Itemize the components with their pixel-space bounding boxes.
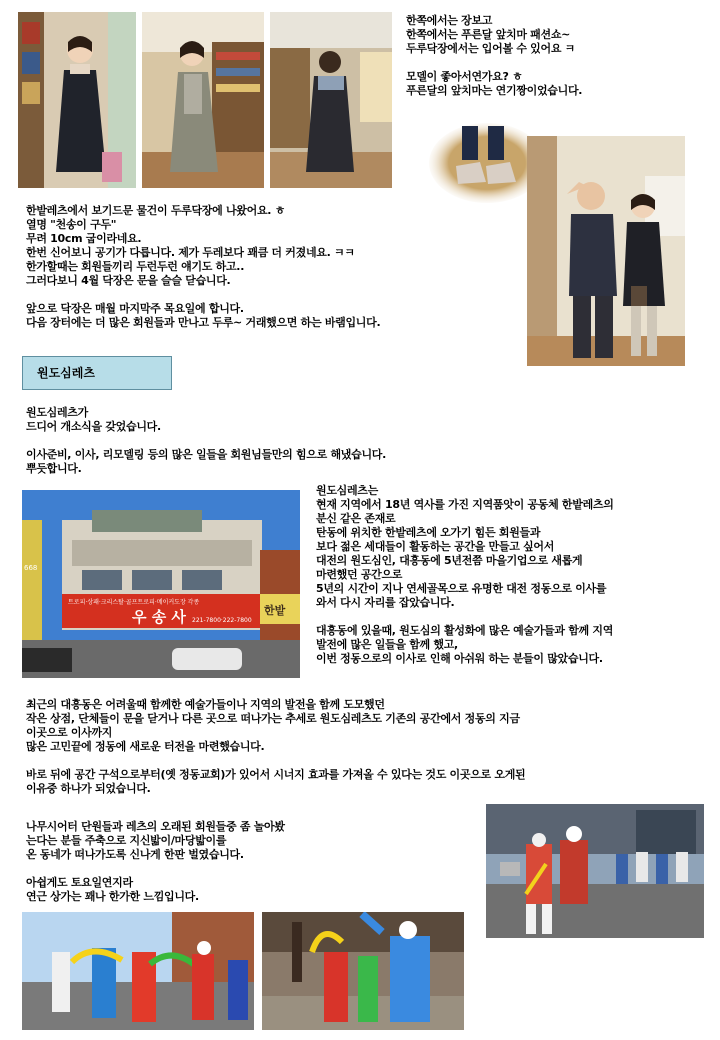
photo-street-parade-drummers	[486, 804, 704, 938]
intro-line: 푸른달의 앞치마는 연기짱이었습니다.	[406, 84, 583, 97]
history-line: 5년의 시간이 지나 연세골목으로 유명한 대전 정동으로 이사를	[316, 582, 607, 595]
history-line: 탄동에 위치한 한밭레츠에 오가기 힘든 회원들과	[316, 526, 541, 539]
move-line: 많은 고민끝에 정동에 새로운 터전을 마련했습니다.	[26, 740, 265, 753]
market-line: 그러다보니 4월 닥장은 문을 슬슬 닫습니다.	[26, 274, 231, 287]
parade-line: 연근 상가는 꽤나 한가한 느낌입니다.	[26, 890, 199, 903]
history-line: 와서 다시 자리를 잡았습니다.	[316, 596, 455, 609]
history-line: 원도심레츠는	[316, 484, 378, 497]
store-sign-phone: 221-7800·222-7800	[192, 617, 252, 624]
opening-line: 원도심레츠가	[26, 406, 88, 419]
market-line: 한밭레츠에서 보기드문 물건이 두루닥장에 나왔어요. ㅎ	[26, 204, 286, 217]
photo-parade-dancers-1	[22, 912, 254, 1030]
history-line: 대전의 원도심인, 대흥동에 5년전쯤 마을기업으로 새롭게	[316, 554, 583, 567]
intro-right-text	[406, 14, 582, 98]
history-line	[316, 610, 614, 624]
move-line: 이곳으로 이사까지	[26, 726, 113, 739]
parade-line: 아쉽게도 토요일연지라	[26, 876, 133, 889]
history-line: 이번 정동으로의 이사로 인해 아쉬워 하는 분들이 많았습니다.	[316, 652, 603, 665]
market-line: 열명 "천송이 구두"	[26, 218, 117, 231]
history-line: 현재 지역에서 18년 역사를 가진 지역품앗이 공동체 한밭레츠의	[316, 498, 614, 511]
section-header-wondosim-lets: 원도심레츠	[22, 356, 172, 390]
parade-line	[26, 862, 285, 876]
intro-line: 한쪽에서는 장보고	[406, 14, 493, 27]
market-line: 한번 신어보니 공기가 다릅니다. 제가 두레보다 꽤큼 더 커졌네요. ㅋㅋ	[26, 246, 355, 259]
photo-storefront-building	[22, 490, 300, 678]
move-line: 최근의 대흥동은 어려울때 함께한 예술가들이나 지역의 발전을 함께 도모했던	[26, 698, 385, 711]
market-line: 한가할때는 회원들끼리 두런두런 얘기도 하고..	[26, 260, 245, 273]
store-sign-side: 한밭	[264, 604, 286, 617]
history-line: 보다 젊은 세대들이 활동하는 공간을 만들고 싶어서	[316, 540, 555, 553]
move-line	[26, 754, 525, 768]
move-text	[26, 698, 525, 796]
history-line: 발전에 많은 일들을 함께 했고,	[316, 638, 458, 651]
history-text	[316, 484, 614, 666]
market-line: 무려 10cm 굽이라네요.	[26, 232, 142, 245]
intro-line: 한쪽에서는 푸른달 앞치마 패션쇼~	[406, 28, 571, 41]
move-line: 바로 뒤에 공간 구석으로부터(옛 정동교회)가 있어서 시너지 효과를 가져올 수 있다는 것도 이곳으로 오게된	[26, 768, 526, 781]
photo-apron-model-2	[142, 12, 264, 188]
intro-line: 모델이 좋아서연가요? ㅎ	[406, 70, 523, 83]
market-line	[26, 288, 380, 302]
store-sign-left-phone: 668	[24, 564, 38, 572]
intro-line: 두루닥장에서는 입어볼 수 있어요 ㅋ	[406, 42, 576, 55]
parade-line: 나무시어터 단원들과 레츠의 오래된 회원들중 좀 놀아봤	[26, 820, 285, 833]
parade-text	[26, 820, 285, 904]
photo-parade-dancers-2	[262, 912, 464, 1030]
photo-couple-with-apron	[527, 136, 685, 366]
parade-line: 온 동네가 떠나가도록 신나게 한판 벌였습니다.	[26, 848, 244, 861]
intro-line	[406, 56, 582, 70]
market-line: 앞으로 닥장은 매월 마지막주 목요일에 합니다.	[26, 302, 244, 315]
market-line: 다음 장터에는 더 많은 회원들과 만나고 두루~ 거래했으면 하는 바램입니다.	[26, 316, 381, 329]
history-line: 마련했던 공간으로	[316, 568, 403, 581]
opening-line: 드디어 개소식을 갖었습니다.	[26, 420, 161, 433]
opening-line: 뿌듯합니다.	[26, 462, 82, 475]
market-text	[26, 204, 380, 330]
photo-apron-model-1	[18, 12, 136, 188]
parade-line: 는다는 분들 주축으로 지신밟이/마당밟이를	[26, 834, 227, 847]
move-line: 이유중 하나가 되었습니다.	[26, 782, 151, 795]
opening-line: 이사준비, 이사, 리모델링 등의 많은 일들을 회원님들만의 힘으로 해냈습니다.	[26, 448, 386, 461]
store-sign-main: 우 송 사	[132, 608, 186, 626]
history-line: 분신 같은 존재로	[316, 512, 396, 525]
store-sign-sub: 트로피·상패·크리스탈·골프트로피·메이커도장 각종	[68, 599, 200, 606]
photo-apron-model-3	[270, 12, 392, 188]
opening-text	[26, 406, 386, 476]
move-line: 작은 상점, 단체들이 문을 닫거나 다른 곳으로 떠나가는 추세로 원도심레츠도 기존의 공간에서 정동의 지금	[26, 712, 520, 725]
opening-line	[26, 434, 386, 448]
history-line: 대흥동에 있을때, 원도심의 활성화에 많은 예술가들과 함께 지역	[316, 624, 614, 637]
